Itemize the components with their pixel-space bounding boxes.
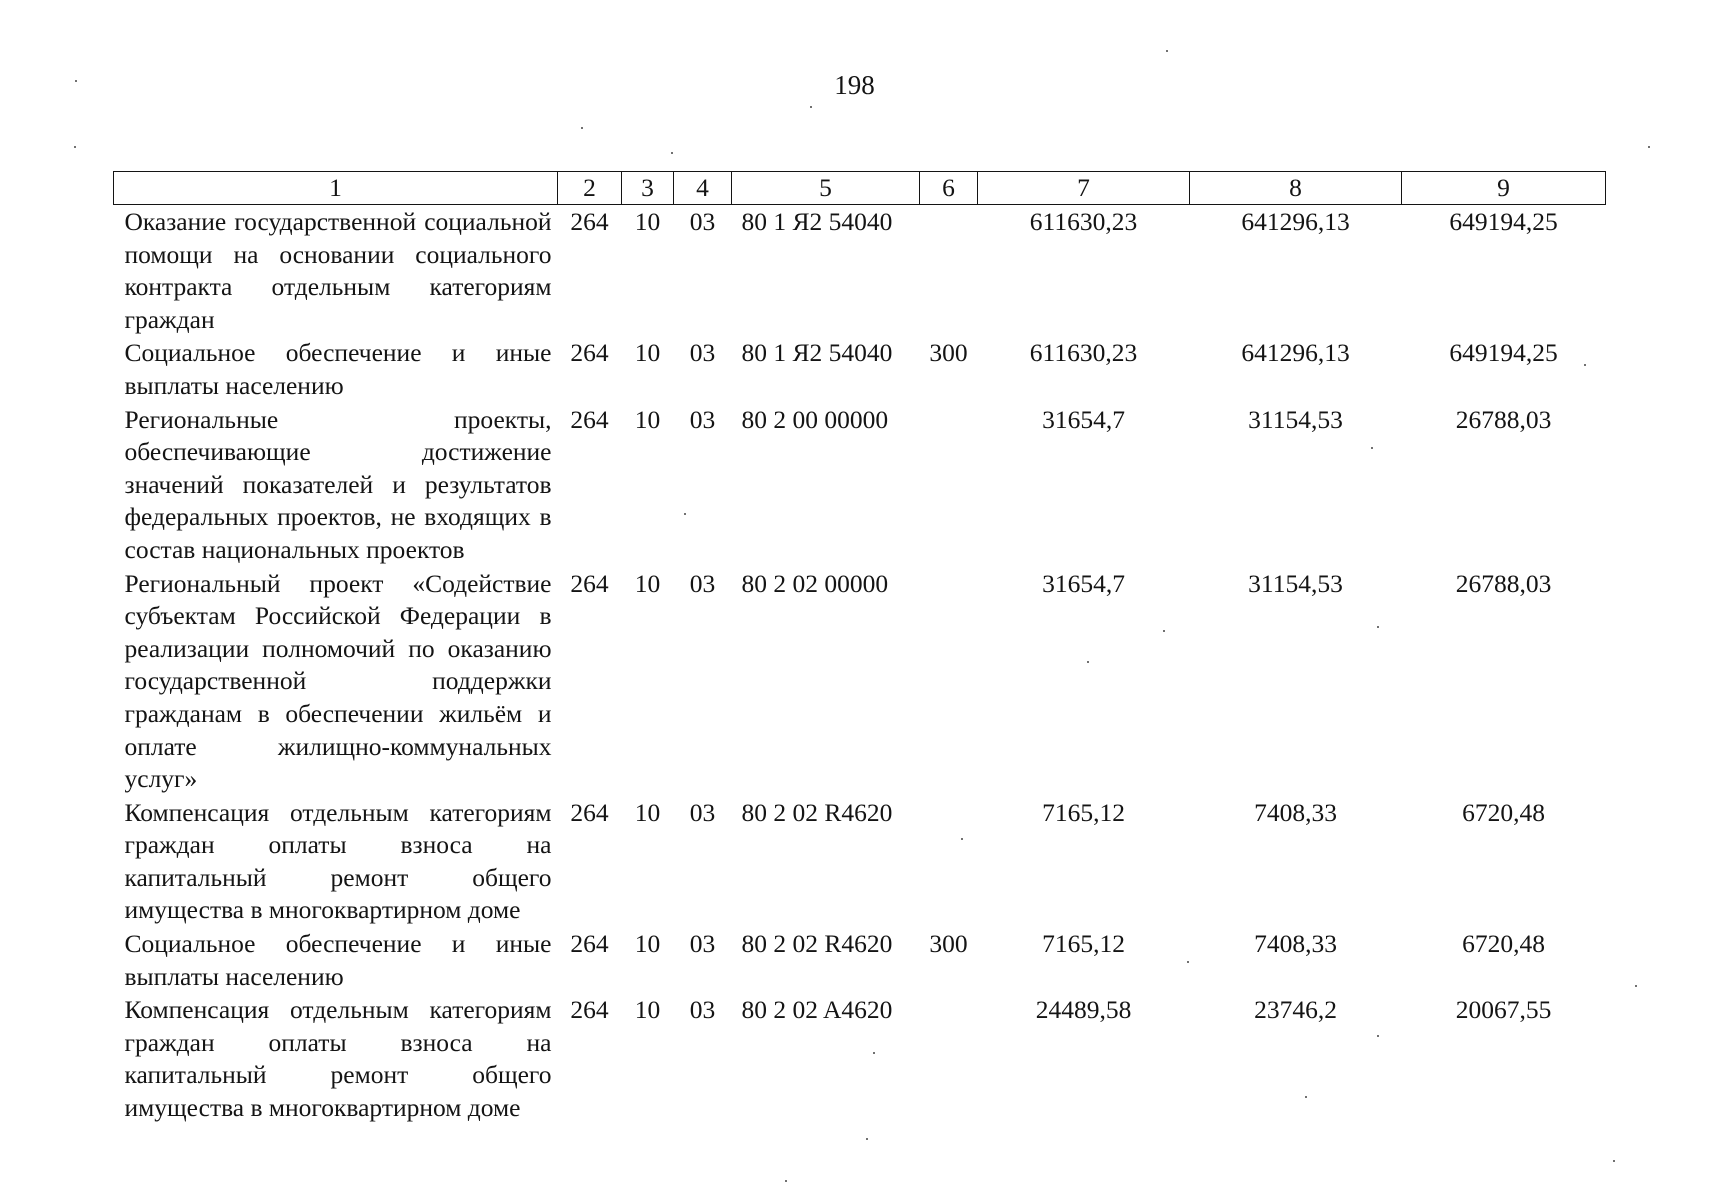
row-col8: 23746,2 [1254, 995, 1337, 1025]
header-col-8: 8 [1190, 172, 1402, 205]
row-name: Оказание государственной социальной помощи на основании социального контракта отдельным категориям граждан [124, 207, 552, 334]
scan-speck [1613, 1160, 1615, 1162]
scan-speck [1371, 447, 1373, 449]
row-col6 [920, 796, 978, 927]
row-col6 [920, 567, 978, 796]
row-col6: 300 [929, 929, 968, 959]
scan-speck [684, 513, 686, 515]
table-body [114, 205, 1606, 1125]
scan-speck [1635, 985, 1637, 987]
table-row [114, 993, 1606, 1124]
row-col5: 80 1 Я2 54040 [741, 338, 893, 368]
row-col7: 7165,12 [1042, 929, 1125, 959]
row-col2: 264 [570, 929, 609, 959]
header-col-2: 2 [558, 172, 622, 205]
row-col6: 300 [929, 338, 968, 368]
scan-speck [873, 1052, 875, 1054]
row-col4: 03 [689, 404, 716, 434]
scan-speck [1377, 1035, 1379, 1037]
row-col6 [920, 993, 978, 1124]
row-col2: 264 [570, 568, 609, 598]
row-name: Социальное обеспечение и иные выплаты населению [124, 338, 552, 400]
scan-speck [785, 1180, 787, 1182]
scan-speck [810, 106, 812, 108]
row-col3: 10 [634, 404, 661, 434]
row-col4: 03 [689, 995, 716, 1025]
row-col8: 7408,33 [1254, 797, 1337, 827]
header-row [114, 172, 1606, 205]
row-col2: 264 [570, 995, 609, 1025]
header-col-5: 5 [732, 172, 920, 205]
row-col3: 10 [634, 568, 661, 598]
table-row [114, 927, 1606, 993]
row-col2: 264 [570, 338, 609, 368]
row-col7: 24489,58 [1035, 995, 1132, 1025]
table-row [114, 403, 1606, 567]
row-name: Компенсация отдельным категориям граждан оплаты взноса на капитальный ремонт общего имущества в многоквартирном доме [124, 995, 552, 1123]
row-col2: 264 [570, 404, 609, 434]
row-col5: 80 2 00 00000 [741, 404, 889, 434]
header-col-7: 7 [978, 172, 1190, 205]
row-col2: 264 [570, 797, 609, 827]
row-name: Компенсация отдельным категориям граждан оплаты взноса на капитальный ремонт общего имущества в многоквартирном доме [124, 797, 552, 925]
scan-speck [1163, 630, 1165, 632]
budget-table [113, 171, 1606, 1125]
header-col-1: 1 [114, 172, 558, 205]
row-col5: 80 2 02 A4620 [741, 995, 893, 1025]
header-col-4: 4 [674, 172, 732, 205]
row-col7: 611630,23 [1029, 338, 1138, 368]
row-col9: 26788,03 [1455, 404, 1552, 434]
row-col5: 80 2 02 R4620 [741, 797, 893, 827]
row-col3: 10 [634, 797, 661, 827]
row-col6 [920, 205, 978, 337]
scan-speck [1648, 146, 1650, 148]
row-col5: 80 2 02 00000 [741, 568, 889, 598]
table-row [114, 567, 1606, 796]
scan-speck [1584, 364, 1586, 366]
header-col-9: 9 [1402, 172, 1606, 205]
scan-speck [961, 838, 963, 840]
table-header [114, 172, 1606, 205]
row-col7: 7165,12 [1042, 797, 1125, 827]
page-number: 198 [834, 70, 875, 100]
row-col4: 03 [689, 568, 716, 598]
header-col-6: 6 [920, 172, 978, 205]
row-col4: 03 [689, 207, 716, 236]
scan-speck [1166, 50, 1168, 52]
row-col6 [920, 403, 978, 567]
row-col2: 264 [570, 207, 609, 236]
row-col7: 611630,23 [1029, 207, 1138, 236]
row-col8: 641296,13 [1241, 207, 1350, 236]
row-col8: 31154,53 [1248, 568, 1343, 598]
row-col9: 649194,25 [1449, 207, 1558, 236]
scan-speck [671, 152, 673, 154]
row-col9: 20067,55 [1455, 995, 1552, 1025]
row-name: Социальное обеспечение и иные выплаты населению [124, 929, 552, 991]
scan-speck [1305, 1096, 1307, 1098]
row-name: Региональные проекты, обеспечивающие достижение значений показателей и результатов федеральных проектов, не входящих в состав национальных проектов [124, 404, 552, 564]
row-col5: 80 2 02 R4620 [741, 929, 893, 959]
row-col3: 10 [634, 929, 661, 959]
row-col8: 31154,53 [1248, 404, 1343, 434]
row-col4: 03 [689, 797, 716, 827]
row-col7: 31654,7 [1042, 568, 1125, 598]
scan-speck [74, 146, 76, 148]
scan-speck [1087, 661, 1089, 663]
scan-speck [581, 127, 583, 129]
row-col3: 10 [634, 995, 661, 1025]
row-col3: 10 [634, 338, 661, 368]
row-col9: 649194,25 [1449, 338, 1558, 368]
scan-speck [1187, 961, 1189, 963]
row-col5: 80 1 Я2 54040 [741, 207, 893, 236]
row-col9: 6720,48 [1462, 929, 1545, 959]
row-col9: 6720,48 [1462, 797, 1545, 827]
table-row [114, 336, 1606, 402]
row-name: Региональный проект «Содействие субъектам Российской Федерации в реализации полномочий по оказанию государственной поддержки гражданам в обеспечении жильём и оплате жилищно-коммунальных услуг» [124, 568, 552, 794]
row-col9: 26788,03 [1455, 568, 1552, 598]
row-col8: 641296,13 [1241, 338, 1350, 368]
header-col-3: 3 [622, 172, 674, 205]
scan-speck [75, 80, 77, 82]
row-col7: 31654,7 [1042, 404, 1125, 434]
table-row [114, 796, 1606, 927]
row-col4: 03 [689, 929, 716, 959]
row-col8: 7408,33 [1254, 929, 1337, 959]
row-col3: 10 [634, 207, 661, 236]
scan-speck [866, 1138, 868, 1140]
scan-speck [1377, 626, 1379, 628]
table-row [114, 205, 1606, 337]
row-col4: 03 [689, 338, 716, 368]
